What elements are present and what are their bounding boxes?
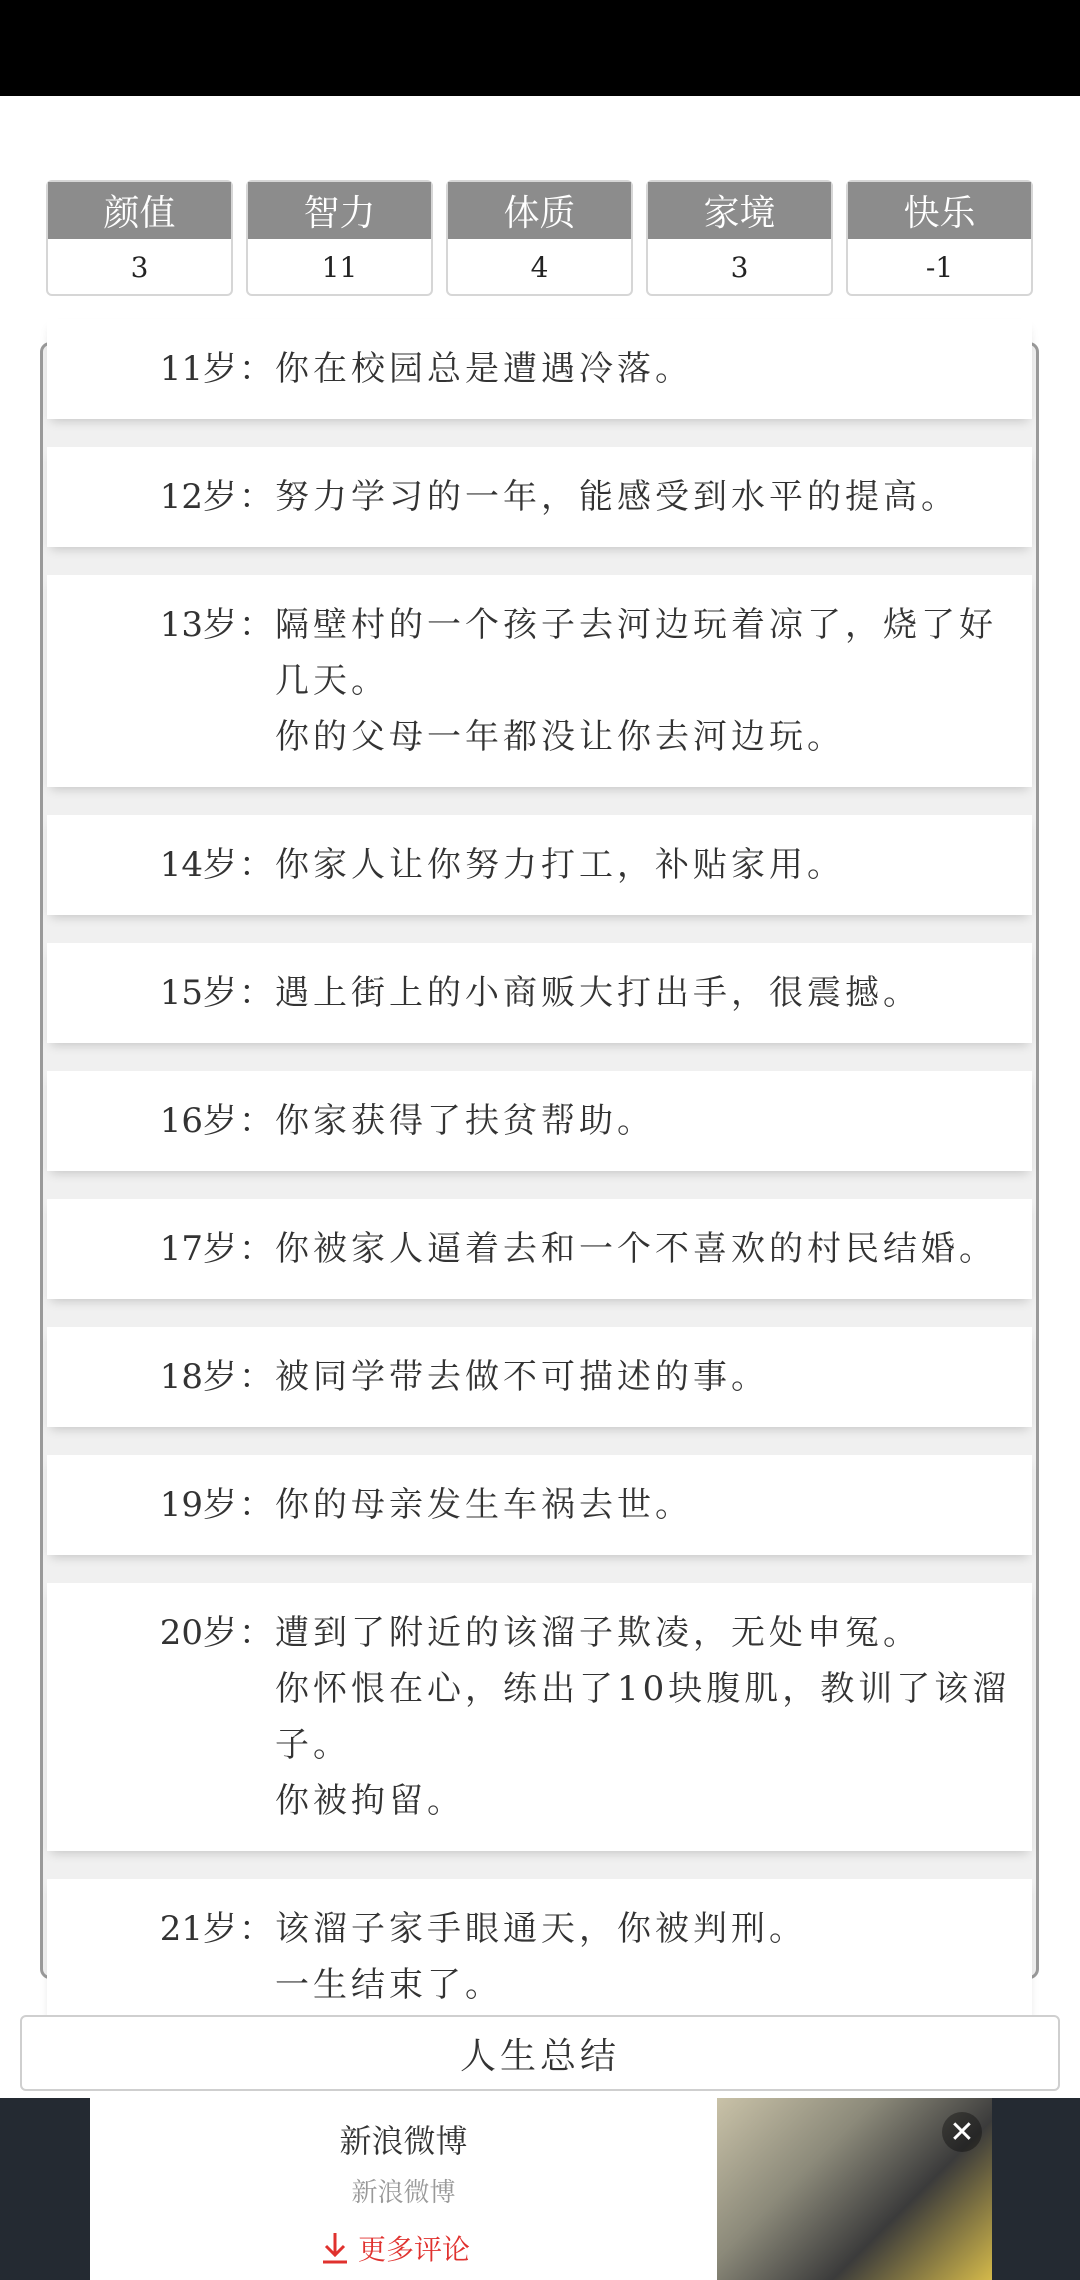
ad-title: 新浪微博 — [339, 2122, 468, 2160]
event-line: 你被家人逼着去和一个不喜欢的村民结婚。 — [275, 1229, 997, 1269]
event-text — [275, 1901, 1032, 2013]
event-age: 11岁 — [159, 349, 237, 389]
event-item — [47, 575, 1032, 787]
event-line: 你在校园总是遭遇冷落。 — [275, 349, 693, 389]
event-age: 20岁 — [159, 1613, 237, 1653]
stat-value: -1 — [925, 251, 954, 284]
more-comments-label: 更多评论 — [358, 2233, 471, 2266]
stat-appearance — [46, 180, 233, 296]
event-line: 你的父母一年都没让你去河边玩。 — [275, 717, 845, 757]
event-text — [275, 1605, 1032, 1829]
event-separator: ： — [239, 1357, 273, 1397]
event-age: 12岁 — [159, 477, 237, 517]
event-separator: ： — [239, 605, 273, 645]
close-icon[interactable]: ✕ — [942, 2112, 982, 2152]
event-text — [275, 965, 1032, 1021]
event-line: 你被拘留。 — [275, 1781, 465, 1821]
event-age: 19岁 — [159, 1485, 237, 1525]
event-age: 16岁 — [159, 1101, 237, 1141]
event-item — [47, 1327, 1032, 1427]
event-age: 15岁 — [159, 973, 237, 1013]
stat-value: 3 — [130, 251, 149, 284]
stat-label: 家境 — [648, 182, 831, 239]
stat-label: 颜值 — [48, 182, 231, 239]
event-line: 你的母亲发生车祸去世。 — [275, 1485, 693, 1525]
stat-value: 3 — [730, 251, 749, 284]
event-line: 你怀恨在心，练出了10块腹肌，教训了该溜子。 — [275, 1669, 1011, 1765]
life-events-panel[interactable] — [40, 342, 1039, 2005]
stat-physique — [446, 180, 633, 296]
event-line: 被同学带去做不可描述的事。 — [275, 1357, 769, 1397]
event-line: 遭到了附近的该溜子欺凌，无处申冤。 — [275, 1613, 921, 1653]
event-item — [47, 1455, 1032, 1555]
life-summary-button[interactable]: 人生总结 — [20, 2015, 1060, 2091]
stat-family — [646, 180, 833, 296]
event-age: 21岁 — [159, 1909, 237, 1949]
event-list — [43, 319, 1036, 2063]
stat-label: 智力 — [248, 182, 431, 239]
stat-value: 11 — [321, 251, 358, 284]
event-text — [275, 1349, 1032, 1405]
status-bar — [0, 0, 1080, 96]
event-item — [47, 943, 1032, 1043]
event-age: 13岁 — [159, 605, 237, 645]
event-line: 隔壁村的一个孩子去河边玩着凉了，烧了好几天。 — [275, 605, 997, 701]
event-item — [47, 1879, 1032, 2035]
event-line: 你家人让你努力打工，补贴家用。 — [275, 845, 845, 885]
event-text — [275, 1093, 1032, 1149]
stats-row — [46, 180, 1034, 298]
event-line: 一生结束了。 — [275, 1965, 503, 2005]
event-separator: ： — [239, 477, 273, 517]
ad-banner[interactable] — [0, 2098, 1080, 2280]
stat-intelligence — [246, 180, 433, 296]
event-line: 努力学习的一年，能感受到水平的提高。 — [275, 477, 959, 517]
event-age: 14岁 — [159, 845, 237, 885]
event-item — [47, 447, 1032, 547]
event-line: 遇上街上的小商贩大打出手，很震撼。 — [275, 973, 921, 1013]
event-separator: ： — [239, 1613, 273, 1653]
stat-label: 快乐 — [848, 182, 1031, 239]
event-separator: ： — [239, 1229, 273, 1269]
event-text — [275, 1477, 1032, 1533]
event-age: 17岁 — [159, 1229, 237, 1269]
event-item — [47, 1583, 1032, 1851]
event-line: 该溜子家手眼通天，你被判刑。 — [275, 1909, 807, 1949]
stat-label: 体质 — [448, 182, 631, 239]
event-line: 你家获得了扶贫帮助。 — [275, 1101, 655, 1141]
more-comments-link[interactable] — [320, 2228, 470, 2268]
download-icon — [320, 2231, 350, 2265]
event-separator: ： — [239, 1485, 273, 1525]
event-text — [275, 341, 1032, 397]
event-item — [47, 1071, 1032, 1171]
event-text — [275, 469, 1032, 525]
ad-card[interactable] — [90, 2098, 717, 2280]
stat-happiness — [846, 180, 1033, 296]
ad-subtitle: 新浪微博 — [351, 2178, 456, 2208]
stat-value: 4 — [530, 251, 549, 284]
event-age: 18岁 — [159, 1357, 237, 1397]
event-text — [275, 597, 1032, 765]
event-item — [47, 1199, 1032, 1299]
event-text — [275, 837, 1032, 893]
event-separator: ： — [239, 1101, 273, 1141]
event-separator: ： — [239, 845, 273, 885]
event-separator: ： — [239, 973, 273, 1013]
event-text — [275, 1221, 1032, 1277]
event-separator: ： — [239, 1909, 273, 1949]
event-item — [47, 319, 1032, 419]
event-item — [47, 815, 1032, 915]
event-separator: ： — [239, 349, 273, 389]
